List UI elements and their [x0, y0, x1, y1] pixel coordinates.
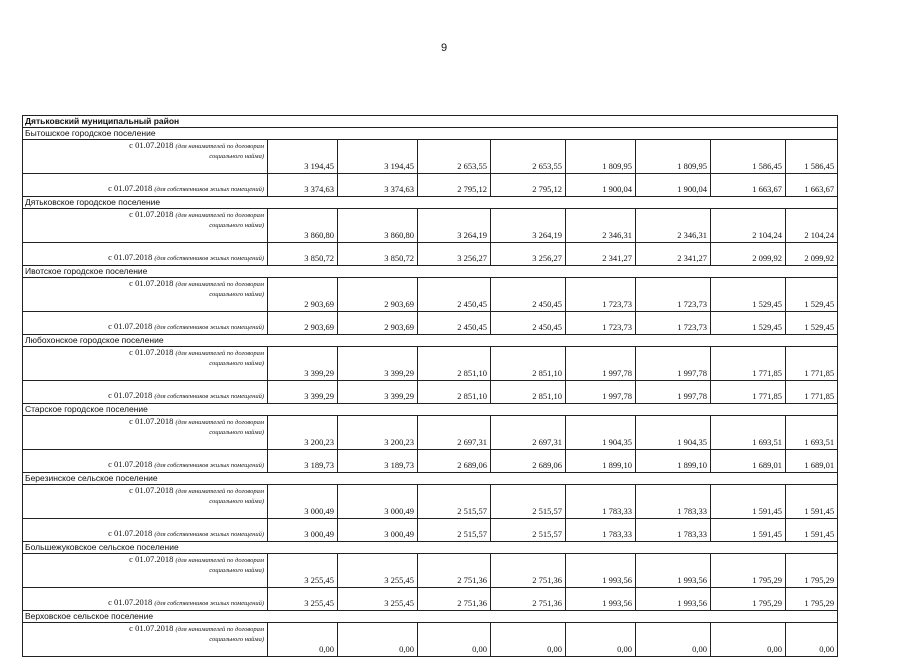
tariff-date: с 01.07.2018: [108, 459, 153, 470]
tariff-value: 2 450,45: [491, 278, 566, 312]
tariff-value: 2 104,24: [711, 209, 786, 243]
tariff-value: 3 255,45: [268, 554, 338, 588]
tariff-value: 1 904,35: [566, 416, 636, 450]
settlement-name: Бытошское городское поселение: [23, 128, 838, 140]
tenant-tariff-row: [23, 347, 838, 381]
tariff-value: 2 450,45: [418, 312, 491, 335]
tariff-value: 0,00: [418, 623, 491, 657]
tariff-value: 3 256,27: [491, 243, 566, 266]
tenant-tariff-row: [23, 485, 838, 519]
tariff-value: 2 450,45: [418, 278, 491, 312]
tariff-value: 3 194,45: [338, 140, 418, 174]
tariff-value: 1 591,45: [711, 519, 786, 542]
owner-tariff-row: [23, 381, 838, 404]
tariff-date: с 01.07.2018: [129, 347, 174, 357]
tariff-table: [22, 115, 838, 657]
settlement-name: Ивотское городское поселение: [23, 266, 838, 278]
tariff-value: 1 904,35: [636, 416, 711, 450]
tariff-date: с 01.07.2018: [129, 623, 174, 633]
settlement-row: [23, 335, 838, 347]
tariff-value: 0,00: [566, 623, 636, 657]
tariff-value: 2 515,57: [418, 485, 491, 519]
tariff-value: 1 586,45: [786, 140, 838, 174]
tariff-value: 1 591,45: [711, 485, 786, 519]
tariff-value: 2 341,27: [636, 243, 711, 266]
tariff-value: 2 653,55: [418, 140, 491, 174]
tariff-value: 2 450,45: [491, 312, 566, 335]
tariff-value: 2 903,69: [268, 312, 338, 335]
tariff-value: 1 693,51: [786, 416, 838, 450]
tenant-tariff-row: [23, 140, 838, 174]
tariff-value: 1 997,78: [566, 347, 636, 381]
tariff-value: 2 851,10: [491, 381, 566, 404]
tariff-value: 3 399,29: [268, 381, 338, 404]
page-number: 9: [440, 42, 448, 54]
tenant-note-line2: социального найма): [209, 566, 264, 574]
tariff-value: 2 515,57: [491, 485, 566, 519]
tariff-value: 2 515,57: [418, 519, 491, 542]
tariff-value: 1 997,78: [636, 347, 711, 381]
tariff-value: 3 194,45: [268, 140, 338, 174]
tariff-value: 3 860,80: [338, 209, 418, 243]
tariff-date: с 01.07.2018: [129, 554, 174, 564]
settlement-name: Большежуковское сельское поселение: [23, 542, 838, 554]
tariff-date: с 01.07.2018: [129, 485, 174, 495]
tariff-value: 3 860,80: [268, 209, 338, 243]
tariff-value: 0,00: [491, 623, 566, 657]
tariff-value: 1 586,45: [711, 140, 786, 174]
tariff-value: 1 783,33: [636, 519, 711, 542]
tariff-date: с 01.07.2018: [129, 278, 174, 288]
tariff-value: 1 529,45: [786, 312, 838, 335]
owner-tariff-row: [23, 519, 838, 542]
tariff-value: 1 723,73: [566, 278, 636, 312]
owner-label: [23, 450, 268, 473]
tariff-value: 0,00: [268, 623, 338, 657]
tariff-value: 2 346,31: [636, 209, 711, 243]
tenant-note-line2: социального найма): [209, 152, 264, 160]
tariff-date: с 01.07.2018: [129, 140, 174, 150]
tenant-note-line1: (для нанимателей по договорам: [175, 350, 264, 357]
owner-label: [23, 174, 268, 197]
tariff-date: с 01.07.2018: [108, 528, 153, 539]
settlement-row: [23, 404, 838, 416]
tariff-value: 1 809,95: [636, 140, 711, 174]
tariff-value: 1 693,51: [711, 416, 786, 450]
region-row: [23, 116, 838, 128]
tenant-note-line2: социального найма): [209, 497, 264, 505]
owner-note: (для собственников жилых помещений): [154, 600, 264, 608]
tariff-value: 1 771,85: [711, 347, 786, 381]
tariff-value: 3 000,49: [268, 485, 338, 519]
tariff-value: 1 663,67: [711, 174, 786, 197]
settlement-row: [23, 473, 838, 485]
tariff-value: 2 346,31: [566, 209, 636, 243]
tariff-value: 3 255,45: [338, 554, 418, 588]
tariff-value: 3 399,29: [338, 347, 418, 381]
tenant-tariff-row: [23, 554, 838, 588]
tariff-value: 1 771,85: [786, 381, 838, 404]
settlement-name: Березинское сельское поселение: [23, 473, 838, 485]
owner-label: [23, 519, 268, 542]
tariff-value: 1 900,04: [636, 174, 711, 197]
tariff-value: 1 771,85: [786, 347, 838, 381]
tenant-tariff-row: [23, 209, 838, 243]
tariff-value: 1 783,33: [636, 485, 711, 519]
tariff-value: 2 689,06: [418, 450, 491, 473]
tariff-value: 2 697,31: [418, 416, 491, 450]
settlement-row: [23, 128, 838, 140]
tariff-value: 1 529,45: [711, 278, 786, 312]
tariff-value: 2 795,12: [418, 174, 491, 197]
owner-tariff-row: [23, 588, 838, 611]
owner-label: [23, 243, 268, 266]
tariff-value: 0,00: [338, 623, 418, 657]
tenant-label: [23, 209, 268, 243]
tariff-value: 3 850,72: [268, 243, 338, 266]
tariff-value: 3 255,45: [338, 588, 418, 611]
tariff-date: с 01.07.2018: [129, 209, 174, 219]
tariff-value: 1 663,67: [786, 174, 838, 197]
owner-label: [23, 312, 268, 335]
tariff-value: 2 689,06: [491, 450, 566, 473]
tariff-value: 2 851,10: [418, 347, 491, 381]
tenant-note-line1: (для нанимателей по договорам: [175, 626, 264, 633]
owner-note: (для собственников жилых помещений): [154, 531, 264, 539]
tariff-value: 1 997,78: [636, 381, 711, 404]
tenant-label: [23, 416, 268, 450]
owner-tariff-row: [23, 450, 838, 473]
settlement-name: Любохонское городское поселение: [23, 335, 838, 347]
tariff-value: 1 591,45: [786, 519, 838, 542]
tariff-value: 3 000,49: [338, 519, 418, 542]
settlement-row: [23, 542, 838, 554]
tenant-tariff-row: [23, 278, 838, 312]
tariff-value: 1 529,45: [711, 312, 786, 335]
tenant-label: [23, 140, 268, 174]
tenant-tariff-row: [23, 416, 838, 450]
tariff-value: 2 795,12: [491, 174, 566, 197]
tariff-value: 2 104,24: [786, 209, 838, 243]
tariff-value: 3 264,19: [418, 209, 491, 243]
tariff-value: 2 903,69: [338, 312, 418, 335]
owner-note: (для собственников жилых помещений): [154, 324, 264, 332]
tenant-note-line1: (для нанимателей по договорам: [175, 281, 264, 288]
tariff-value: 2 751,36: [418, 554, 491, 588]
tariff-date: с 01.07.2018: [108, 321, 153, 332]
tenant-note-line1: (для нанимателей по договорам: [175, 488, 264, 495]
tenant-label: [23, 554, 268, 588]
tariff-value: 3 399,29: [268, 347, 338, 381]
owner-tariff-row: [23, 243, 838, 266]
tariff-value: 1 771,85: [711, 381, 786, 404]
tariff-date: с 01.07.2018: [129, 416, 174, 426]
tariff-value: 1 591,45: [786, 485, 838, 519]
tariff-value: 1 723,73: [566, 312, 636, 335]
tenant-label: [23, 278, 268, 312]
tariff-value: 3 374,63: [268, 174, 338, 197]
tariff-value: 1 529,45: [786, 278, 838, 312]
owner-note: (для собственников жилых помещений): [154, 393, 264, 401]
settlement-row: [23, 266, 838, 278]
tariff-value: 1 723,73: [636, 312, 711, 335]
owner-note: (для собственников жилых помещений): [154, 462, 264, 470]
tariff-value: 3 850,72: [338, 243, 418, 266]
tariff-value: 3 200,23: [338, 416, 418, 450]
region-title: Дятьковский муниципальный район: [23, 116, 838, 128]
owner-label: [23, 381, 268, 404]
tariff-value: 3 000,49: [268, 519, 338, 542]
tariff-value: 1 783,33: [566, 519, 636, 542]
tariff-value: 2 903,69: [338, 278, 418, 312]
owner-tariff-row: [23, 174, 838, 197]
tariff-value: 2 903,69: [268, 278, 338, 312]
tariff-value: 1 723,73: [636, 278, 711, 312]
tariff-value: 1 809,95: [566, 140, 636, 174]
tariff-value: 1 993,56: [566, 554, 636, 588]
tariff-value: 1 795,29: [786, 588, 838, 611]
tenant-note-line1: (для нанимателей по договорам: [175, 557, 264, 564]
tariff-value: 0,00: [636, 623, 711, 657]
tariff-value: 0,00: [786, 623, 838, 657]
tariff-value: 1 795,29: [711, 588, 786, 611]
settlement-name: Дятьковское городское поселение: [23, 197, 838, 209]
tariff-value: 3 200,23: [268, 416, 338, 450]
settlement-name: Верховское сельское поселение: [23, 611, 838, 623]
tariff-value: 3 189,73: [268, 450, 338, 473]
owner-note: (для собственников жилых помещений): [154, 255, 264, 263]
tariff-date: с 01.07.2018: [108, 390, 153, 401]
tariff-value: 2 751,36: [418, 588, 491, 611]
owner-label: [23, 588, 268, 611]
tariff-value: 2 515,57: [491, 519, 566, 542]
tariff-value: 1 689,01: [711, 450, 786, 473]
tenant-note-line1: (для нанимателей по договорам: [175, 419, 264, 426]
tariff-value: 1 993,56: [636, 554, 711, 588]
tariff-value: 2 099,92: [711, 243, 786, 266]
tenant-note-line2: социального найма): [209, 635, 264, 643]
tenant-note-line1: (для нанимателей по договорам: [175, 143, 264, 150]
tariff-date: с 01.07.2018: [108, 597, 153, 608]
tariff-value: 2 341,27: [566, 243, 636, 266]
tariff-value: 3 374,63: [338, 174, 418, 197]
tenant-note-line2: социального найма): [209, 221, 264, 229]
tariff-value: 1 783,33: [566, 485, 636, 519]
tariff-value: 1 899,10: [566, 450, 636, 473]
tariff-value: 3 000,49: [338, 485, 418, 519]
tariff-value: 3 189,73: [338, 450, 418, 473]
tariff-value: 2 653,55: [491, 140, 566, 174]
tenant-note-line2: социального найма): [209, 428, 264, 436]
tariff-date: с 01.07.2018: [108, 252, 153, 263]
settlement-row: [23, 611, 838, 623]
owner-note: (для собственников жилых помещений): [154, 186, 264, 194]
tariff-value: 1 795,29: [711, 554, 786, 588]
settlement-name: Старское городское поселение: [23, 404, 838, 416]
owner-tariff-row: [23, 312, 838, 335]
tariff-value: 3 399,29: [338, 381, 418, 404]
tariff-value: 3 256,27: [418, 243, 491, 266]
settlement-row: [23, 197, 838, 209]
tariff-value: 2 751,36: [491, 588, 566, 611]
tariff-value: 3 255,45: [268, 588, 338, 611]
tariff-value: 3 264,19: [491, 209, 566, 243]
tariff-value: 2 851,10: [491, 347, 566, 381]
tariff-value: 2 851,10: [418, 381, 491, 404]
tenant-note-line2: социального найма): [209, 290, 264, 298]
tariff-value: 2 697,31: [491, 416, 566, 450]
tariff-value: 1 795,29: [786, 554, 838, 588]
tariff-value: 1 900,04: [566, 174, 636, 197]
tenant-label: [23, 347, 268, 381]
tariff-value: 0,00: [711, 623, 786, 657]
tenant-note-line2: социального найма): [209, 359, 264, 367]
tariff-value: 2 751,36: [491, 554, 566, 588]
tariff-date: с 01.07.2018: [108, 183, 153, 194]
tariff-value: 1 993,56: [566, 588, 636, 611]
tenant-note-line1: (для нанимателей по договорам: [175, 212, 264, 219]
tariff-value: 1 997,78: [566, 381, 636, 404]
tariff-value: 1 689,01: [786, 450, 838, 473]
tariff-value: 1 993,56: [636, 588, 711, 611]
tenant-label: [23, 485, 268, 519]
tariff-value: 1 899,10: [636, 450, 711, 473]
tariff-value: 2 099,92: [786, 243, 838, 266]
